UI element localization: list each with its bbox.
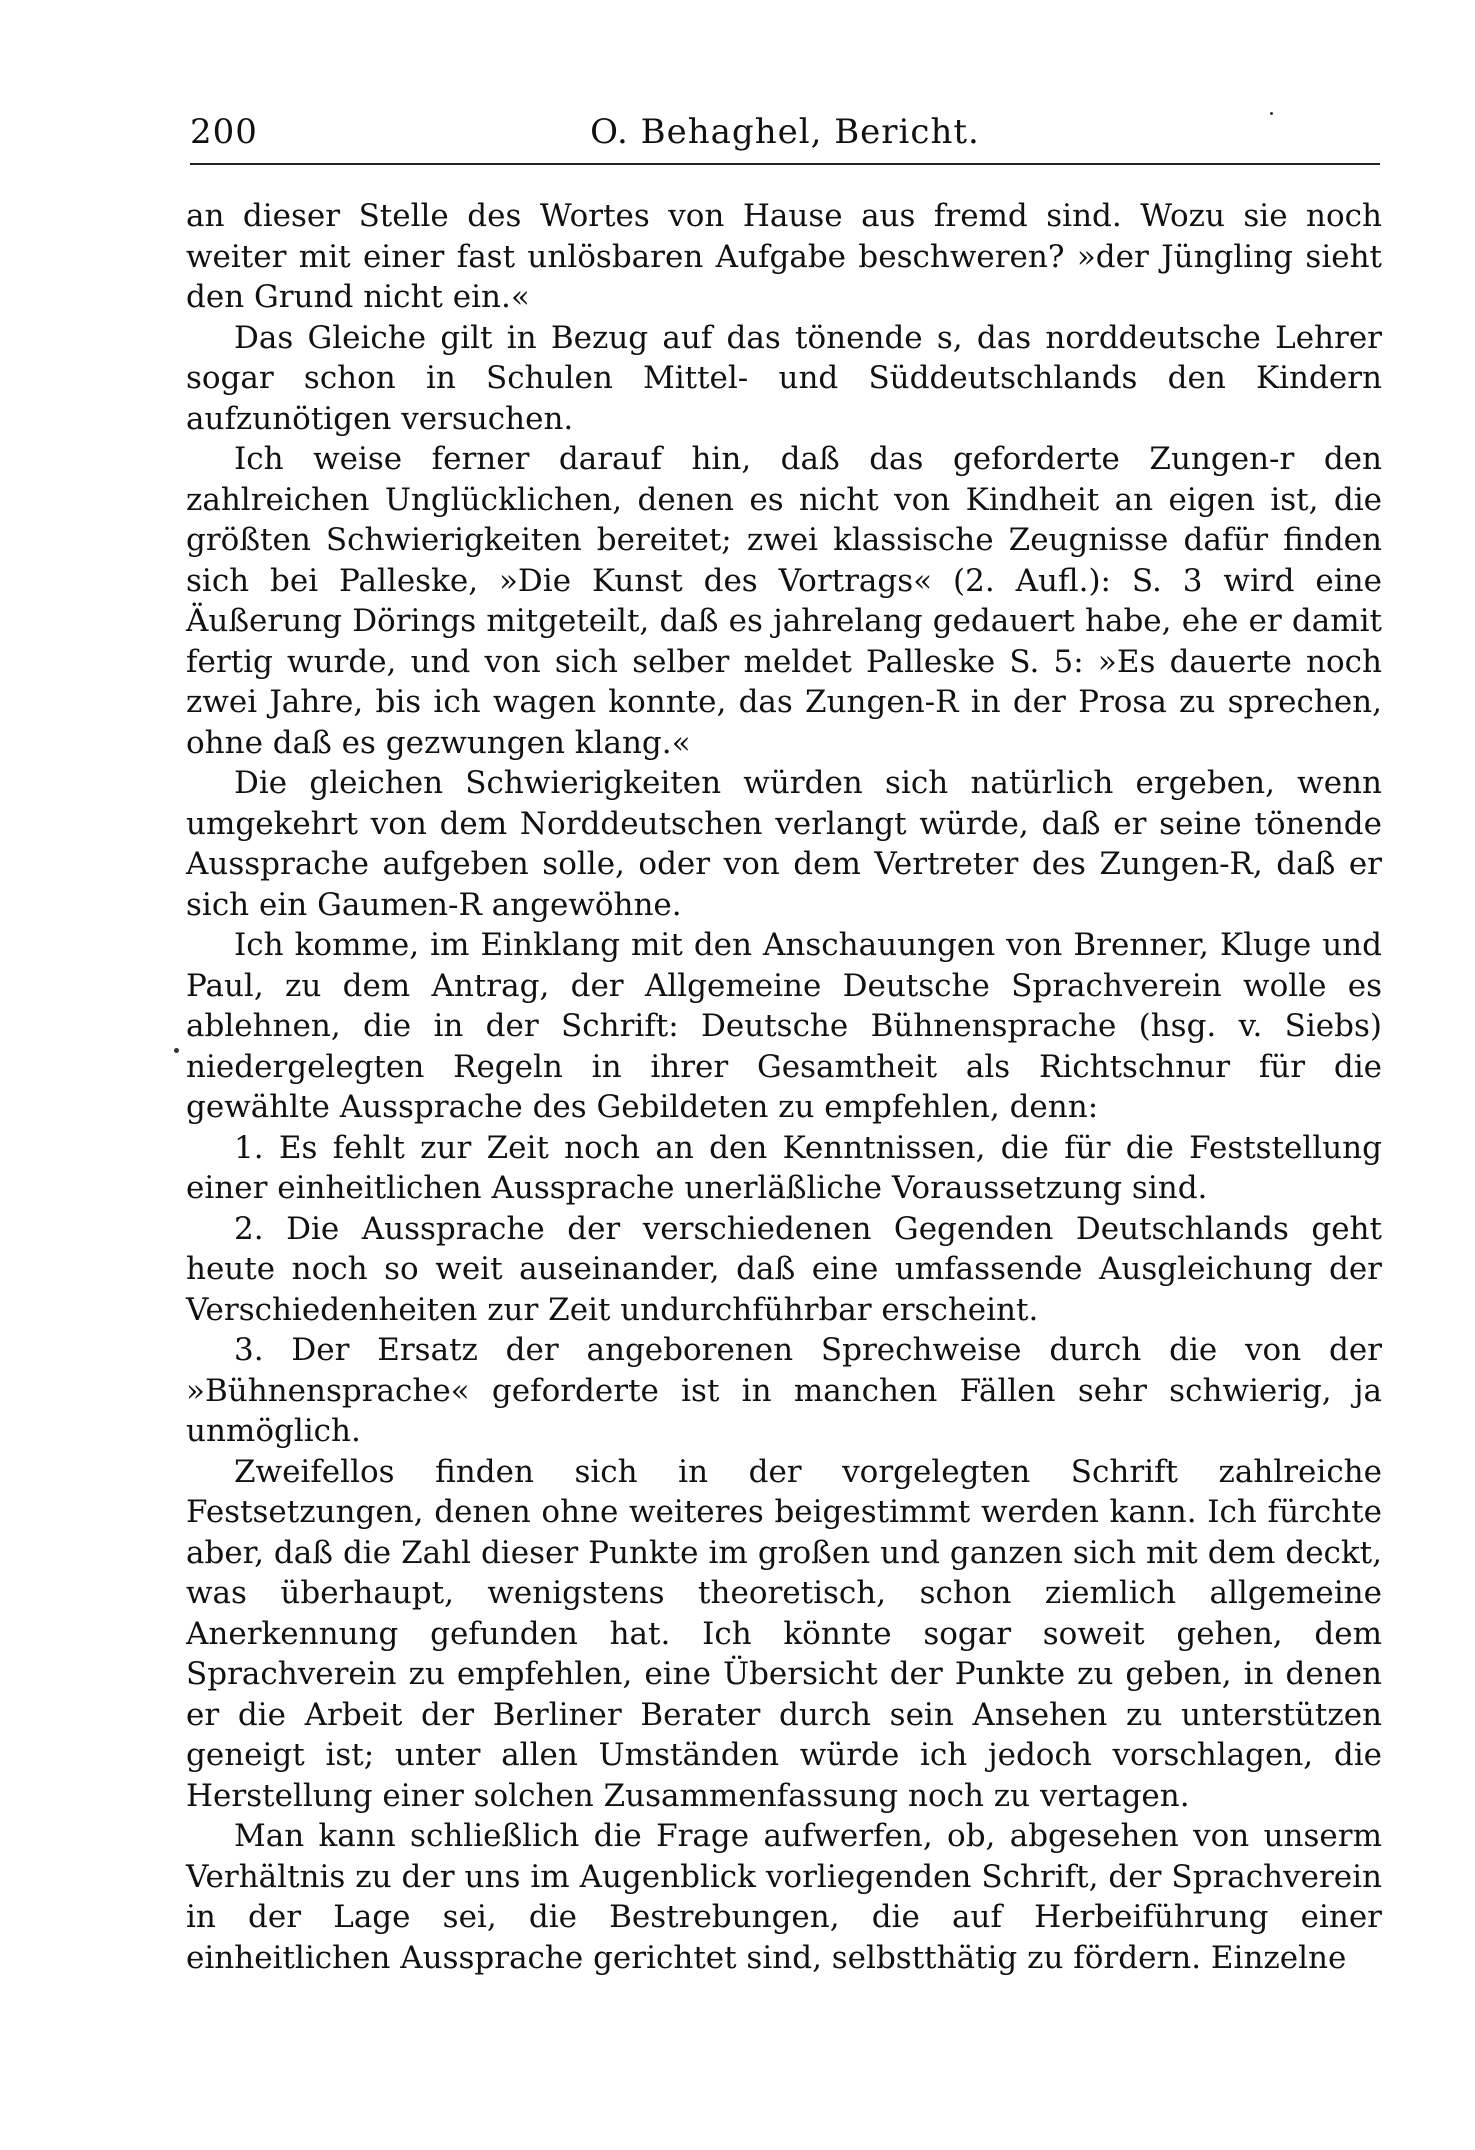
page-header [190,112,1380,162]
running-head: O. Behaghel, Bericht. [590,112,980,152]
body-text [186,196,1382,1978]
header-rule [190,163,1380,165]
paragraph-1: an dieser Stelle des Wortes von Hause aus fremd sind. Wozu sie noch weiter mit einer fast unlösbaren Aufgabe beschweren? »der Jüngling sieht den Grund nicht ein.« [186,198,1382,315]
paragraph-5: Ich komme, im Einklang mit den Anschauungen von Brenner, Kluge und Paul, zu dem Antrag, der Allgemeine Deutsche Sprachverein wolle es ablehnen, die in der Schrift: Deutsche Bühnensprache (hsg. v. Siebs) niedergelegten Regeln in ihrer Gesamtheit als Richtschnur für die gewählte Aussprache des Gebildeten zu empfehlen, denn: [186,927,1382,1125]
paragraph-4: Die gleichen Schwierigkeiten würden sich natürlich ergeben, wenn umgekehrt von dem Norddeutschen verlangt würde, daß er seine tönende Aussprache aufgeben solle, oder von dem Vertreter des Zungen-R, daß er sich ein Gaumen-R angewöhne. [186,765,1382,923]
paragraph-6: Zweifellos finden sich in der vorgelegten Schrift zahlreiche Festsetzungen, denen ohne weiteres beigestimmt werden kann. Ich fürchte aber, daß die Zahl dieser Punkte im großen und ganzen sich mit dem deckt, was überhaupt, wenigstens theoretisch, schon ziemlich allgemeine Anerkennung gefunden hat. Ich könnte sogar soweit gehen, dem Sprachverein zu empfehlen, eine Übersicht der Punkte zu geben, in denen er die Arbeit der Berliner Berater durch sein Ansehen zu unterstützen geneigt ist; unter allen Umständen würde ich jedoch vorschlagen, die Herstellung einer solchen Zusammenfassung noch zu vertagen. [186,1453,1382,1814]
print-speck [174,1048,179,1053]
paragraph-2: Das Gleiche gilt in Bezug auf das tönende s, das norddeutsche Lehrer sogar schon in Schulen Mittel- und Süddeutschlands den Kindern aufzunötigen versuchen. [186,319,1382,437]
paragraph-3: Ich weise ferner darauf hin, daß das geforderte Zungen-r den zahlreichen Unglücklichen, denen es nicht von Kindheit an eigen ist, die größten Schwierigkeiten bereitet; zwei klassische Zeugnisse dafür finden sich bei Palleske, »Die Kunst des Vortrags« (2. Aufl.): S. 3 wird eine Äußerung Dörings mitgeteilt, daß es jahrelang gedauert habe, ehe er damit fertig wurde, und von sich selber meldet Palleske S. 5: »Es dauerte noch zwei Jahre, bis ich wagen konnte, das Zungen-R in der Prosa zu sprechen, ohne daß es gezwungen klang.« [186,441,1382,761]
list-item-2: 2. Die Aussprache der verschiedenen Gegenden Deutschlands geht heute noch so weit auseinander, daß eine umfassende Ausgleichung der Verschiedenheiten zur Zeit undurchführbar erscheint. [186,1210,1382,1328]
list-item-3: 3. Der Ersatz der angeborenen Sprechweise durch die von der »Bühnensprache« geforderte ist in manchen Fällen sehr schwierig, ja unmöglich. [186,1332,1382,1449]
page-number: 200 [190,112,258,152]
print-speck [1270,112,1273,115]
paragraph-7: Man kann schließlich die Frage aufwerfen, ob, abgesehen von unserm Verhältnis zu der uns im Augenblick vorliegenden Schrift, der Sprachverein in der Lage sei, die Bestrebungen, die auf Herbeiführung einer einheitlichen Aussprache gerichtet sind, selbstthätig zu fördern. Einzelne [186,1818,1382,1976]
list-item-1: 1. Es fehlt zur Zeit noch an den Kenntnissen, die für die Feststellung einer einheitlichen Aussprache unerläßliche Voraussetzung sind. [186,1129,1382,1206]
